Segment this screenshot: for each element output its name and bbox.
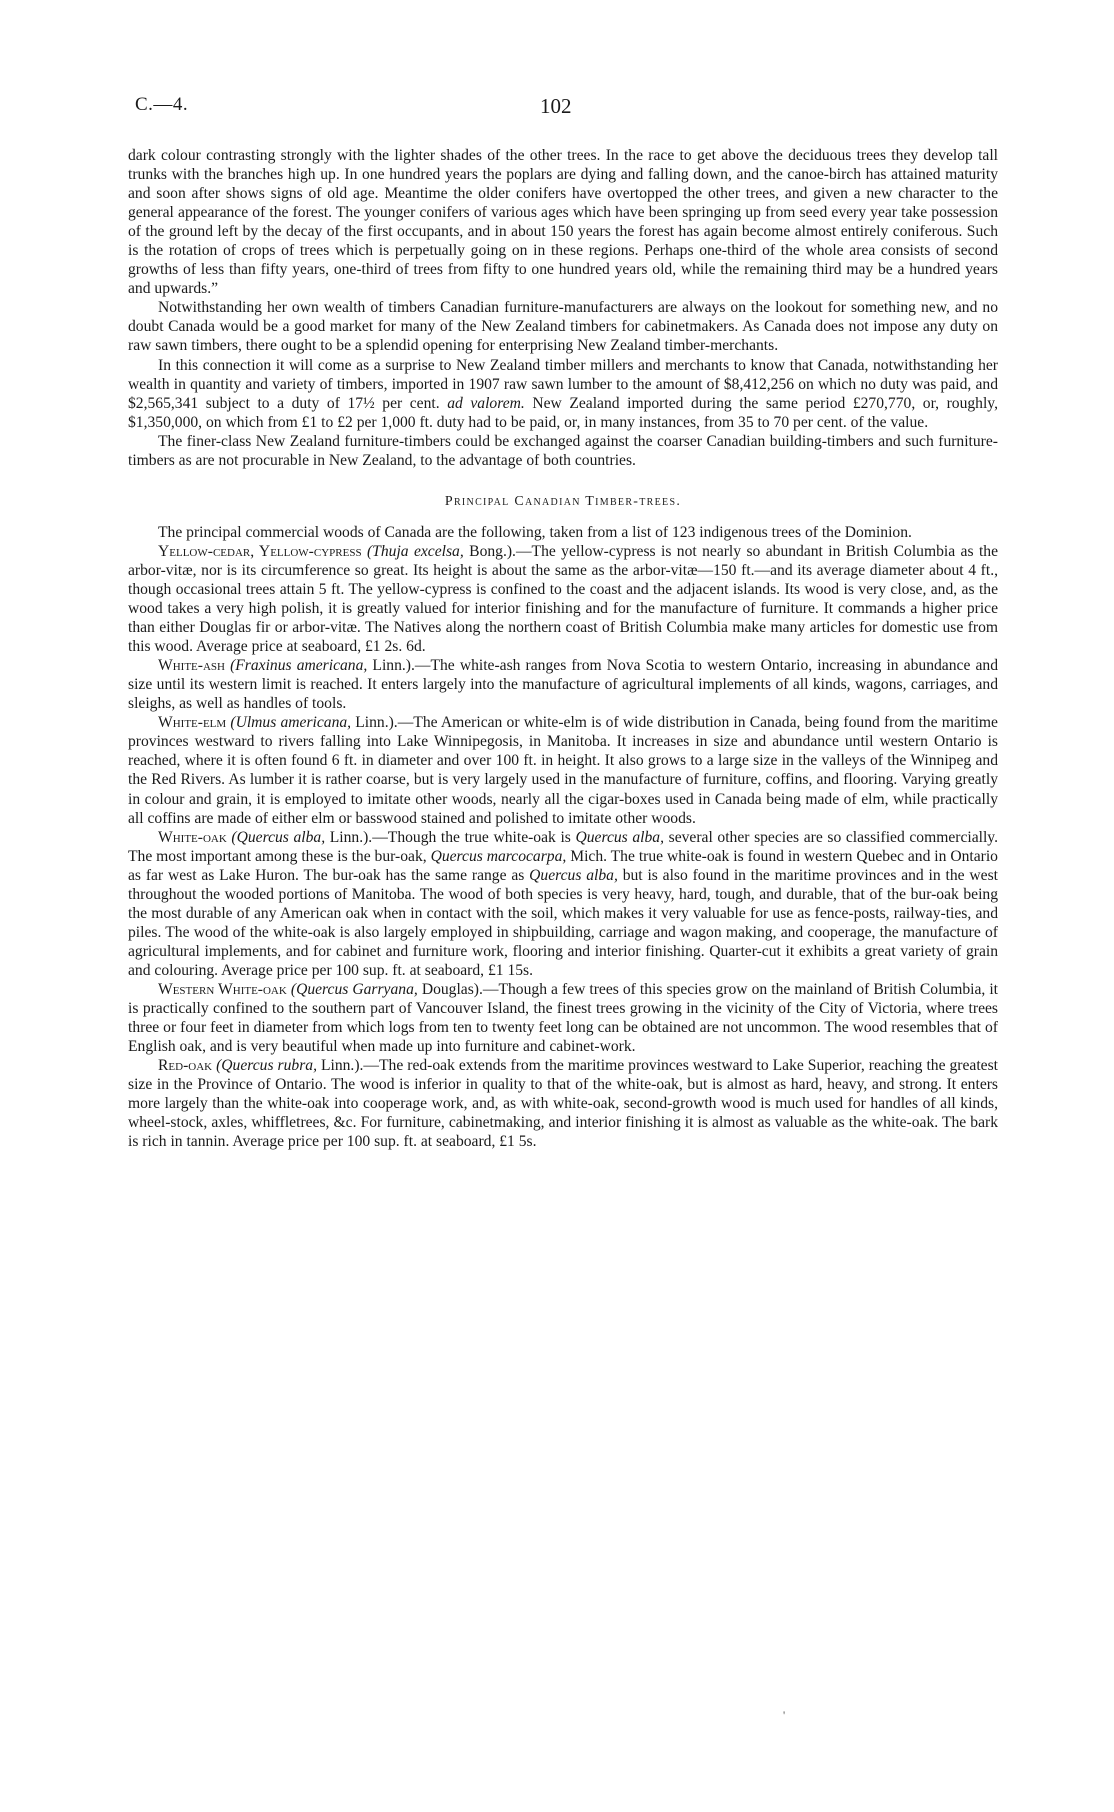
entry-latin-inline: Quercus alba, (529, 866, 618, 884)
entry-authority: Linn.).— (372, 657, 431, 675)
entry-text: but is also found in the maritime provinces and in the west throughout the wooded portions of Manitoba. The wood of both species is very heavy, hard, tough, and durable, that of the bur-oak being the most durable of any American oak when in contact with the soil, which makes it very valuable for use as fence-posts, railway-ties, and piles. The wood of the white-oak is also largely employed in shipbuilding, carriage and wagon making, and cooperage, the manufacture of agricultural implements, and for cabinet and furniture work, flooring and interior finishing. Quarter-cut it exhibits a great variety of grain and colouring. Average price per 100 sup. ft. at seaboard, £1 15s. (128, 866, 998, 979)
entry-text: Though a few trees of this species grow on the mainland of British Columbia, it is practically confined to the southern part of Vancouver Island, the finest trees growing in the vicinity of the City of Victoria, where trees three or four feet in diameter from which logs from ten to twenty feet long can be obtained are not uncommon. The wood resembles that of English oak, and is very beautiful when made up into furniture and cabinet-work. (128, 980, 998, 1056)
paragraph-furniture-market: Notwithstanding her own wealth of timbers Canadian furniture-manufacturers are always on the lookout for something new, and no doubt Canada would be a good market for many of the New Zealand timbers for cabinetmakers. As Canada does not impose any duty on raw sawn timbers, there ought to be a splendid opening for enterprising New Zealand timber-merchants. (128, 299, 998, 355)
entry-term: Red-oak (158, 1057, 213, 1075)
entry-authority: Bong.).— (469, 542, 532, 560)
entry-text: Though the true white-oak is (387, 828, 571, 846)
entry-text: The red-oak extends from the maritime provinces westward to Lake Superior, reaching the greatest size in the Province of Ontario. The wood is inferior in quality to that of the white-oak, but is almost as hard, heavy, and strong. It enters more largely than the white-oak into cooperage work, and, as with white-oak, second-growth wood is much used for handles of all kinds, wheel-stock, axles, whiffletrees, &c. For furniture, cabinetmaking, and interior finishing it is almost as valuable as the white-oak. The bark is rich in tannin. Average price per 100 sup. ft. at seaboard, £1 5s. (128, 1057, 998, 1151)
import-text-b: New Zealand imported during the same period £270,770, or, roughly, $1,350,000, on which from £1 to £2 per 1,000 ft. duty had to be paid, or, in many instances, from 35 to 70 per cent. of the value. (128, 394, 998, 431)
continued-paragraph: dark colour contrasting strongly with the lighter shades of the other trees. In the race to get above the deciduous trees they develop tall trunks with the branches high up. In one hundred years the poplars are dying and falling down, and the canoe-birch has attained maturity and soon after shows signs of old age. Meantime the older conifers have overtopped the other trees, and given a new character to the general appearance of the forest. The younger conifers of various ages which have been springing up from seed every year take possession of the ground left by the decay of the first occupants, and in about 150 years the forest has again become almost entirely coniferous. Such is the rotation of crops of trees which is perpetually going on in these regions. Perhaps one-third of the whole area consists of second growths of less than fifty years, one-third of trees from fifty to one hundred years old, while the remaining third may be a hundred years and upwards.” (128, 147, 998, 298)
entry-latin-inline: Quercus marcocarpa, (430, 847, 567, 865)
entry-authority: Linn.).— (320, 1057, 380, 1075)
entry-latin-name: (Quercus rubra, (216, 1057, 317, 1075)
paragraph-import-figures (128, 356, 998, 432)
entry-latin-name: (Thuja excelsa, (366, 542, 464, 560)
document-body (128, 146, 998, 1151)
entry-authority: Douglas).— (421, 980, 499, 998)
entry-term: White-ash (158, 657, 225, 675)
entry-yellow-cedar (128, 542, 998, 656)
entry-latin-name: (Quercus alba, (231, 828, 326, 846)
entry-white-oak (128, 828, 998, 980)
entry-red-oak (128, 1056, 998, 1151)
section-heading: Principal Canadian Timber-trees. (444, 493, 682, 509)
section-lead-paragraph: The principal commercial woods of Canada are the following, taken from a list of 123 indigenous trees of the Dominion. (158, 523, 912, 541)
ad-valorem-italic: ad valorem. (447, 394, 525, 412)
page-header (0, 94, 1114, 124)
entry-latin-name: (Ulmus americana, (230, 714, 352, 732)
entry-term: Western White-oak (158, 980, 287, 998)
entry-white-ash (128, 656, 998, 713)
import-text-a: In this connection it will come as a surprise to New Zealand timber millers and merchants to know that Canada, notwithstanding her wealth in quantity and variety of timbers, imported in 1907 raw sawn lumber to the amount of $8,412,256 on which no duty was paid, and $2,565,341 subject to a duty of 17½ per cent. (128, 356, 998, 412)
entry-text: The yellow-cypress is not nearly so abundant in British Columbia as the arbor-vitæ, nor is its circumference so great. Its height is about the same as the arbor-vitæ—150 ft.—and its average diameter about 4 ft., though occasional trees attain 5 ft. The yellow-cypress is confined to the coast and the adjacent islands. Its wood is very close, and, as the wood takes a very high polish, it is greatly valued for interior finishing and for the manufacture of furniture. It commands a higher price than either Douglas fir or arbor-vitæ. The Natives along the northern coast of British Columbia make many articles for domestic use from this wood. Average price at seaboard, £1 2s. 6d. (128, 542, 998, 656)
document-reference-code: C.—4. (135, 94, 189, 115)
entry-text: The white-ash ranges from Nova Scotia to western Ontario, increasing in abundance and size until its western limit is reached. It enters largely into the manufacture of agricultural implements of all kinds, wagons, carriages, and sleighs, as well as handles of tools. (128, 657, 998, 713)
entry-latin-inline: Quercus alba, (575, 828, 664, 846)
entry-authority: Linn.).— (355, 714, 414, 732)
entry-text: The American or white-elm is of wide distribution in Canada, being found from the maritime provinces westward to rivers falling into Lake Winnipegosis, in Manitoba. It increases in size and abundance until western Ontario is reached, where it is often found 6 ft. in diameter and over 100 ft. in height. It also grows to a large size in the valleys of the Winnipeg and the Red Rivers. As lumber it is rather coarse, but is very largely used in the manufacture of furniture, coffins, and flooring. Varying greatly in colour and grain, it is employed to imitate other woods, nearly all the cigar-boxes used in Canada being made of elm, while practically all coffins are made of either elm or basswood stained and polished to imitate other woods. (128, 714, 998, 827)
paragraph-exchange: The finer-class New Zealand furniture-timbers could be exchanged against the coarser Canadian building-timbers and such furniture-timbers as are not procurable in New Zealand, to the advantage of both countries. (128, 432, 998, 469)
page-number: 102 (540, 94, 572, 118)
entry-western-white-oak (128, 980, 998, 1056)
entry-latin-name: (Quercus Garryana, (290, 980, 418, 998)
entry-authority: Linn.).— (329, 828, 388, 846)
entry-term: White-elm (158, 714, 227, 732)
entry-white-elm (128, 713, 998, 827)
entry-text: Mich. The true white-oak is found in western Quebec and in Ontario as far west as Lake Huron. The bur-oak has the same range as (128, 847, 998, 884)
entry-latin-name: (Fraxinus americana, (230, 657, 368, 675)
footer-mark: ' (783, 1708, 786, 1722)
entry-term: White-oak (158, 828, 227, 846)
entry-text: several other species are so classified commercially. The most important among these is the bur-oak, (128, 828, 998, 865)
entry-term: Yellow-cedar, Yellow-cypress (158, 542, 362, 560)
